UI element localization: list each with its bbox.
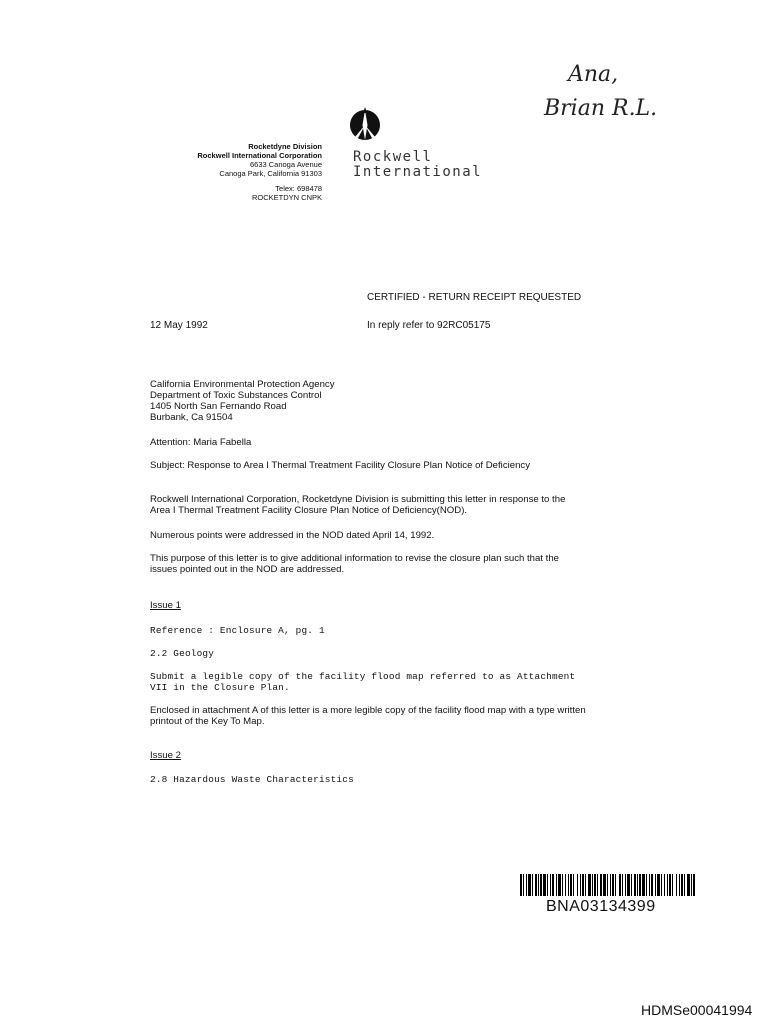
company-name: Rockwell International Corporation — [197, 151, 322, 160]
telex-code: ROCKETDYN CNPK — [251, 193, 322, 202]
paragraph-3 — [150, 553, 559, 575]
issue-1-request — [150, 671, 575, 693]
letter-date: 12 May 1992 — [150, 320, 208, 331]
city-address: Canoga Park, California 91303 — [219, 169, 322, 178]
issue-1-reference: Reference : Enclosure A, pg. 1 — [150, 625, 325, 636]
paragraph-2: Numerous points were addressed in the NOD dated April 14, 1992. — [150, 530, 435, 541]
recipient-line-4: Burbank, Ca 91504 — [150, 412, 233, 423]
logo-line-2: International — [353, 164, 483, 180]
telex-number: Telex: 698478 — [275, 184, 322, 193]
issue-1-request-line-2: VII in the Closure Plan. — [150, 682, 290, 693]
recipient-address — [150, 379, 335, 423]
handwritten-note-line2: Brian R.L. — [544, 96, 658, 121]
recipient-line-3: 1405 North San Fernando Road — [150, 401, 287, 412]
attention-line: Attention: Maria Fabella — [150, 437, 252, 448]
letterhead-address — [170, 142, 322, 202]
issue-2-heading: Issue 2 — [150, 750, 181, 761]
recipient-line-1: California Environmental Protection Agency — [150, 379, 335, 390]
issue-1-response — [150, 705, 586, 727]
issue-2-section: 2.8 Hazardous Waste Characteristics — [150, 774, 354, 785]
street-address: 6633 Canoga Avenue — [249, 160, 322, 169]
subject-line: Subject: Response to Area I Thermal Treatment Facility Closure Plan Notice of Deficiency — [150, 460, 531, 471]
issue-1-section: 2.2 Geology — [150, 648, 215, 659]
division-name: Rocketdyne Division — [248, 142, 322, 151]
reply-reference: In reply refer to 92RC05175 — [367, 320, 491, 331]
paragraph-1 — [150, 494, 565, 516]
paragraph-3-line-1: This purpose of this letter is to give additional information to revise the closure plan such that the — [150, 553, 560, 564]
recipient-line-2: Department of Toxic Substances Control — [150, 390, 322, 401]
issue-1-heading: Issue 1 — [150, 600, 181, 611]
logo-wordmark — [353, 150, 482, 180]
barcode-label: BNA03134399 — [546, 898, 656, 915]
certified-notice: CERTIFIED - RETURN RECEIPT REQUESTED — [367, 292, 582, 303]
paragraph-1-line-2: Area I Thermal Treatment Facility Closure Plan Notice of Deficiency(NOD). — [150, 505, 468, 516]
rockwell-logo-icon — [345, 105, 385, 145]
barcode-icon — [520, 874, 698, 896]
issue-1-response-line-2: printout of the Key To Map. — [150, 716, 265, 727]
issue-1-request-line-1: Submit a legible copy of the facility flood map referred to as Attachment — [150, 671, 576, 682]
handwritten-note-line1: Ana, — [568, 62, 619, 87]
logo-line-1: Rockwell — [353, 149, 433, 165]
paragraph-3-line-2: issues pointed out in the NOD are addressed. — [150, 564, 345, 575]
issue-1-response-line-1: Enclosed in attachment A of this letter is a more legible copy of the facility flood map with a type written — [150, 705, 586, 716]
document-id: HDMSe00041994 — [641, 1002, 753, 1018]
paragraph-1-line-1: Rockwell International Corporation, Rocketdyne Division is submitting this letter in response to the — [150, 494, 566, 505]
